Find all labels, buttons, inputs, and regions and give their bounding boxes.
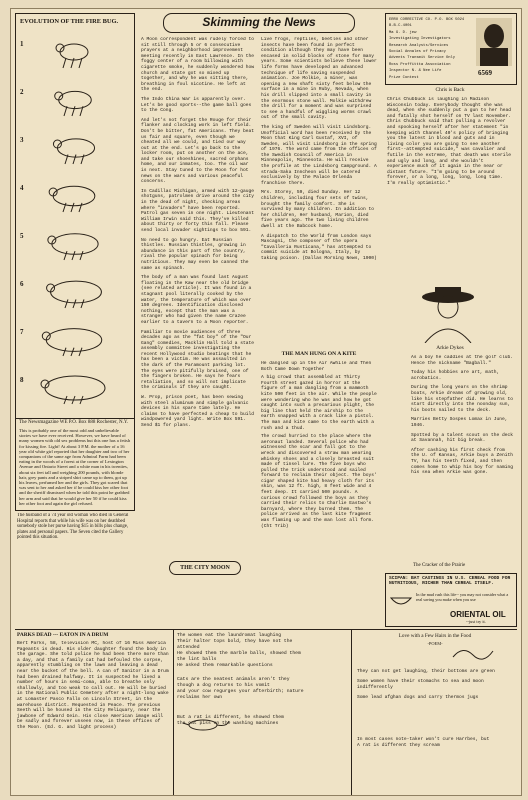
skim-column-2 [261,37,377,347]
stage-number: 1 [20,40,24,48]
fire-bug-sketch [35,80,115,118]
skim-item: The king of Sweden will visit Lindsborg. Unofficial word has been received by the Moon that King Carl Gustaf, XVI, of Sweden, will visit Lindsborg in the spring of 1976. The word came from the offices of the Swedish Council of America in Minneapolis, Minnesota. He will receive the profile at the Lindsborg Campground. A strada-Saka Inncheon will be catered exclusively by the Palace Orlenda franchise there. [261,124,377,186]
arkie-caption: Arkie Dykes [436,345,464,351]
oriental-ad-tagline: In the mud rush this life-- you may not consider what a real saving you make when you use [416,592,509,602]
bowl-icon [390,594,412,608]
skim-item: In Cadillac Michigan, armed with 12-gauge shotguns, patrolmen drive around the city in the dead of night, checking areas where "invaders" have been reported. Patrol gas seven in one night. Lieutenant William Irwin said this. They've killed about thirty or forty this fall. Please send local invader sightings to box 591. [141,188,255,233]
ad-line: Ross Proffittta Association [389,62,451,67]
stage-number: 7 [20,328,24,336]
skim-item: The Indo China War is apparently over. Let's be good sports--the game ball goes to the Cong. [141,96,252,114]
oriental-ad-headline: SCIPAN: BAT CASTINGS IN U.S. CEREAL FOOD FOR NUTRITIOUS, RICHER THAN CEREAL ITSELF. [389,576,511,587]
chris-story: Chris Chubbuck is laughing in Madison Wisconsin today. Everybody thought she was dead, when she suddenly put a gun to her head and fatally shot herself on TV last November. Chris Chubbuck said that pulling a revolver and spooking herself after her statement "in keeping with Channel 40's policy of bringing you the latest in blood and guts and in living color you are going to see another first--attempted suicide," was cavalier and futile in the extreme, that death was sterile and ugly and long, and she wouldn't experience much of it again in the near or distant future. "I'm going to be around forever, or a long, long, long, long time. I'm really optimistic." [387,97,512,186]
investigator-ad-text [389,17,471,81]
chris-caption: Chris is Back [435,87,465,93]
arkie-item: As a boy he caddies at the golf club. Hence the nickname "Bagball." [411,355,513,366]
skim-item: The body of a man was found last August floating in the Kaw near the old bridge (see related article). It was found in a stagnant pool literally cooked by the water, the temperature of which was over 150 degrees. Identification disclosed nothing, except that the man was a stranger who had given the name Crazee earlier to a tavern to a Moon reporter. [141,275,252,325]
ad-line: Ma G. D. jew [389,30,417,35]
arkie-item: After cashing his first check from the U. of Kansas, Arkie buys a Zenith TV, has his teeth fixed, and then comes home to whip his boy for naming his sea when Arkie was gone. [411,447,513,476]
ad-line: Inspector N. & Nee Life [389,69,442,74]
skim-item: Live frogs, reptiles, beetles and other insects have been found in perfect condition although they may have been encased in solid blocks of stone for many years. Some scientists believe these lower life forms have developed an advanced technique of life saving suspended animation. Joe Molkie, a miner, was opening a new shaft sixty feet below the surface in a mine in Ruby, Nevada, when his drill slipped into a small cavity in the enormous stone wall. Molkie withdrew the drill for a moment and was surprised to see a handful of wiggling worms crawl out of the small cavity. [261,37,377,121]
stage-number: 8 [20,376,24,384]
skim-item: Familiar to movie audiences of three decades ago as the "fat boy" of the "Our Gang" comedies, Macklin Hall told a state assembly committee investigating the recent Hollywood studio beatings that he has been a victim. He was assaulted in the dark of the Paramount parking lot. The eyes were pitifully bruised, one of the fingers broken. He says he fears retaliation, and so will not implicate the criminals if they are caught. [141,329,255,391]
newspaper-page [10,8,522,796]
poem-line: and your cow regurges your afterbirth; nature [177,689,304,694]
fire-bug-caption: The Newsmagazine WE P.O. Box 888 Rochester, N.Y. [19,420,129,425]
ad-line: Social Annales of Privacy [389,50,446,55]
purse-story: The husband of a 74 year old woman who died in General Hospital reports that while his wife was on her deathbed somebody stole her purse having $15 in bills plus change, plates and personal papers. The Seven cited the Gallery pointed this situation. [17,513,129,541]
kite-story [261,361,377,579]
stage-number: 5 [20,232,24,240]
skimming-title: Skimming the News [202,15,316,29]
parks-headline: PARKS DEAD --- EATON IN A DRUM [17,632,109,638]
parks-story: Bert Parks, 58, television MC, host of 16 Miss America Pageants is dead. His older daughter found the body in the garage. She told police he had been there more than a day, and that a family cat had befouled the corpse, apparently stumbling on the lawn and leaving a dead near the bucket of the bell. A can of Sanitor in a Drum had been drained halfway. It is suspected he lived a number of hours in semi-coma, able to breathe only shallowly, and too weak to call out. He will be buried in the National Public Cemetery after a night-long wake at Lomaster Pasco Fallo on Lincoln Street, in the warehouse district. Requested in Peace. The previous Seeth will be housed in the City Reliquary, near the jawbone of Edward Gein. His close American image will be sadly and forever unseen now, in these offices of the Moon. (Ed. G. and light process) [17,641,169,730]
poem-line: They can not get laughing, their bottoms are green [357,669,495,674]
ad-line: Advents Transmit Service Only [389,56,456,61]
skimming-header [139,13,379,33]
poem-line: Some women have their stomachs to sea and moon indifferently [357,679,484,690]
portrait-photo [476,18,512,66]
kite-paragraph: The crowd hurried to the place where the aeronaut landed. Several police who had witnessed the scar and fall got to the wreck and discovered a straw man wearing whiskey shoes and a closely breasted suit made of tinsel lure. The five boys who pulled the trick understood and sailed forward to reclaim their object. The boys' cigar shaped kite had heavy cloth for its skin, was 12 ft. high, 8 feet wide and 4 feet deep. It carried 500 pounds. A curious crowd followed the boys as they carried their relics to Charlie Eastwo's barnyard, where they burned them. The police arrived as the last kite fragment was flaming up and the man lost all form. (Cht Trib) [261,434,377,529]
ad-line: Research Analysts/Services [389,43,449,48]
poem-line: the cat piss on the washing machines [177,721,279,726]
rat-icon [181,715,231,733]
fire-bug-panel [15,13,135,511]
love-poem-title: Love with a Few Hairs in the Food [398,633,472,639]
poem-line: reclaims her own [177,695,223,700]
fire-bug-sketch [36,272,116,310]
skim-item: W. Prop, prison poet, has been sewing with steel aluminum and simple galvanic devices in his spare time lately. He claims to have perfected a cheap to build windpowered yard light. Write Box 591. Send $1 for plans. [141,395,255,428]
love-poem-label: -POEM- [427,641,443,646]
poem-line: He asked them remarkable questions [177,663,273,668]
stage-number: 3 [20,136,24,144]
poem-line: The women eat the laundromat laughing [177,633,282,638]
kite-title: THE MAN HUNG ON A KITE [281,351,357,357]
investigator-ad [385,13,517,85]
skim-column-1 [141,37,255,573]
fire-bug-sketch [36,128,116,166]
fire-bug-sketch [34,320,114,358]
love-poem [357,669,517,793]
city-moon-badge: THE CITY MOON [169,561,241,575]
cracker-caption: The Cracker of the Prairie [413,563,466,568]
ad-line: ERRO CORRECTIVE CO. P.O. BOX 5024 B.B.C.4001 [389,18,465,29]
arkie-item: During the long years on the shrimp boats, Arkie dreams of growing old, like his stepfather did. He learns to start directly into the noonday sun, his boots nailed to the deck. [411,385,513,413]
fire-bug-title: EVOLUTION OF THE FIRE BUG. [20,18,119,25]
kite-paragraph: He dangled up in the Air Awhile and Then Both Came Down Together [261,361,372,372]
skim-item: No need to go hungry. Eat Russian thistles. Russian thistles, growing in abundance in this part of the country, rival the popular spinach for being nutritious. They may even be canned the same as spinach. [141,237,249,271]
poem-line: Cats are the neatest animals aren't they [177,677,290,682]
poem-line: Their halter tops bold, they have not the [177,639,293,644]
arkie-item: Today his hobbies are art, math, acrobatics. [411,370,500,381]
arkie-portrait-icon [413,283,483,343]
stage-number: 2 [20,88,24,96]
poem-line: though a dog returns to his vomit [177,683,270,688]
fire-bug-sketch [34,176,114,214]
hair-icon [451,643,495,663]
kite-paragraph: A big crowd that assembled at Thirty Fourth street gazed in horror at the figure of a man dangling from a mammoth kite 500 feet in the air. While the people were wondering who he was and how he got caught into such a precarious plight, the big line that held the airship to the earth snapped with a crack like a pistol. The man and kite came to the earth with a rush and a thud. [261,375,377,431]
poem-line: Some lead afghan dogs and carry thermos jugs [357,695,479,700]
poem-line: attended [177,645,200,650]
ad-line: Investigating Investigators [389,37,451,42]
fire-bug-sketch [35,224,115,262]
ad-line: Prize Contest [389,75,419,80]
skim-item: A dispatch to the World from London says Mascagni, the composer of the opera "Cavalleria Rusticana," has attempted to commit suicide at Bologna, Italy, by taking poison. (Dallas Morning News, 1900) [261,233,377,261]
skim-item: And let's not forget the Rouge for their flanker and clocking work in left field. Don't be bitter, fat Americans. They beat us fair and square, even though we cheated all we could, and tied our way out at the end. Let's go back to the locker room, put on another on the ace, and take our shoeshines, sacred orphans home, and our inmates, too. The oil war is next. Stay tuned to the Moon for hot news on the wars and various peaceful concerns. [141,117,255,185]
poem-line: But a rat is different, he showed them [177,715,284,720]
skim-item: A Moon correspondent was rudely forced to sit still through 5 or 6 consecutive prayers at a neighborhood improvement meeting recently in East Lawrence. In the foggy center of a room billowing with cigarette smoke, he suddenly wondered how church and state got so mixed up together, and why he was sitting there, breathing in foul nicotine. He left at the end. [141,37,255,93]
stage-number: 6 [20,280,24,288]
oriental-oil-brand: ORIENTAL OIL [450,610,506,619]
oriental-oil-ad [385,573,517,627]
arkie-item: Marries Betty Sospes Lomax in June, 1946. [411,417,508,428]
fire-bug-sketch [35,368,115,406]
poem-line: the lint balls [177,657,217,662]
fire-bug-sketch [34,32,114,70]
poem-line: A rat is different they scream [357,743,440,748]
oriental-oil-slogan: --just try it. [466,619,486,624]
poem-line: He showed them the marble balls, showed them [177,651,301,656]
ad-number: 6569 [478,69,492,77]
stage-number: 4 [20,184,24,192]
laundromat-poem [177,633,347,793]
arkie-item: Spotted by a talent scout on the deck at Savannah, hit big break. [411,432,513,444]
arkie-story [411,355,515,561]
fire-bug-story: This is probably one of the most odd and unbelievable stories we have ever received. However, we have heard of many women with old sex problems but this one has a fetish for kissing fire. Light! At about 3 P.M. the mother of a 16 year old white girl reported that her daughter and two of her companions of the same age from Admiral Farm had been eating in the woods of a forest at the corner of Lexington Avenue and Ontario Street and a white man in his twenties, about six feet tall and weighing 200 pounds, with blonde hair, grey pants and a striped shirt came up to them, got up his leaves, perfumed her and the girls. They got scared that was sent to her and asked her if he could kiss her other foot and the sheriff dismissed when he told this point he grabbed her arm and said that he would give her 50 if he could kiss her other foot and again the girl refused. [19,428,131,506]
poem-line: In most cases note-taker won't cure Harrbes, but [357,737,490,742]
skim-item: Mrs. Storey, 59, died Sunday. Her 12 children, including four sets of twins, brought the family comfort. She is survived by many children. In addition to her children, Her husband, Marion, died five years ago. The two living children dwell at the Babcock home. [261,190,375,229]
